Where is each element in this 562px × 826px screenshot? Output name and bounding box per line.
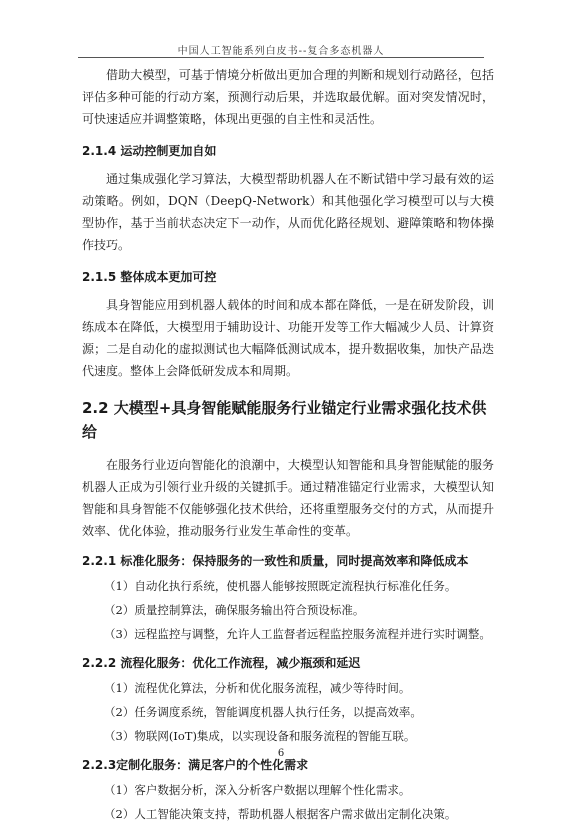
heading-2-2: 2.2 大模型+具身智能赋能服务行业锚定行业需求强化技术供给 xyxy=(82,399,487,441)
page-number: 6 xyxy=(277,748,285,759)
paragraph-2-2: 在服务行业迈向智能化的浪潮中，大模型认知智能和具身智能赋能的服务机器人正成为引领行业升级的关键抓手。通过精准锚定行业需求，大模型认知智能和具身智能不仅能够强化技术供给，还将重塑服务交付的方式，从而提升效率、优化体验，推动服务行业发生革命性的变革。 xyxy=(82,458,494,538)
heading-2-2-1: 2.2.1 标准化服务：保持服务的一致性和质量，同时提高效率和降低成本 xyxy=(82,554,469,568)
list-item: （2）人工智能决策支持，帮助机器人根据客户需求做出定制化决策。 xyxy=(104,807,457,821)
running-header: 中国人工智能系列白皮书--复合多态机器人 xyxy=(177,46,385,57)
paragraph-2-1-4: 通过集成强化学习算法，大模型帮助机器人在不断试错中学习最有效的运动策略。例如，DQN（DeepQ-Network）和其他强化学习模型可以与大模型协作，基于当前状态决定下一动作，从而优化路径规划、避障策略和物体操作技巧。 xyxy=(82,172,494,252)
list-2-2-2 xyxy=(82,676,494,748)
header-rule xyxy=(78,57,484,58)
list-2-2-1 xyxy=(82,574,494,646)
list-2-2-3 xyxy=(82,778,494,826)
list-item: （2）质量控制算法，确保服务输出符合预设标准。 xyxy=(104,603,365,617)
intro-paragraph: 借助大模型，可基于情境分析做出更加合理的判断和规划行动路径，包括评估多种可能的行动方案，预测行动后果，并选取最优解。面对突发情况时，可快速适应并调整策略，体现出更强的自主性和灵活性。 xyxy=(82,68,494,126)
list-item: （3）物联网(IoT)集成，以实现设备和服务流程的智能互联。 xyxy=(104,729,416,743)
list-item: （3）远程监控与调整，允许人工监督者远程监控服务流程并进行实时调整。 xyxy=(104,627,491,641)
list-item: （2）任务调度系统，智能调度机器人执行任务，以提高效率。 xyxy=(104,705,422,719)
heading-2-2-2: 2.2.2 流程化服务：优化工作流程，减少瓶颈和延迟 xyxy=(82,656,361,670)
list-item: （1）自动化执行系统，使机器人能够按照既定流程执行标准化任务。 xyxy=(104,579,457,593)
list-item: （1）流程优化算法，分析和优化服务流程，减少等待时间。 xyxy=(104,681,411,695)
list-item: （1）客户数据分析，深入分析客户数据以理解个性化需求。 xyxy=(104,783,411,797)
heading-2-1-4: 2.1.4 运动控制更加自如 xyxy=(82,144,217,158)
heading-2-1-5: 2.1.5 整体成本更加可控 xyxy=(82,270,217,284)
heading-2-2-3: 2.2.3定制化服务：满足客户的个性化需求 xyxy=(82,758,309,772)
paragraph-2-1-5: 具身智能应用到机器人载体的时间和成本都在降低，一是在研发阶段，训练成本在降低，大模型用于辅助设计、功能开发等工作大幅减少人员、计算资源；二是自动化的虚拟测试也大幅降低测试成本，提升数据收集，加快产品迭代速度。整体上会降低研发成本和周期。 xyxy=(82,298,494,378)
page-body xyxy=(82,64,494,826)
